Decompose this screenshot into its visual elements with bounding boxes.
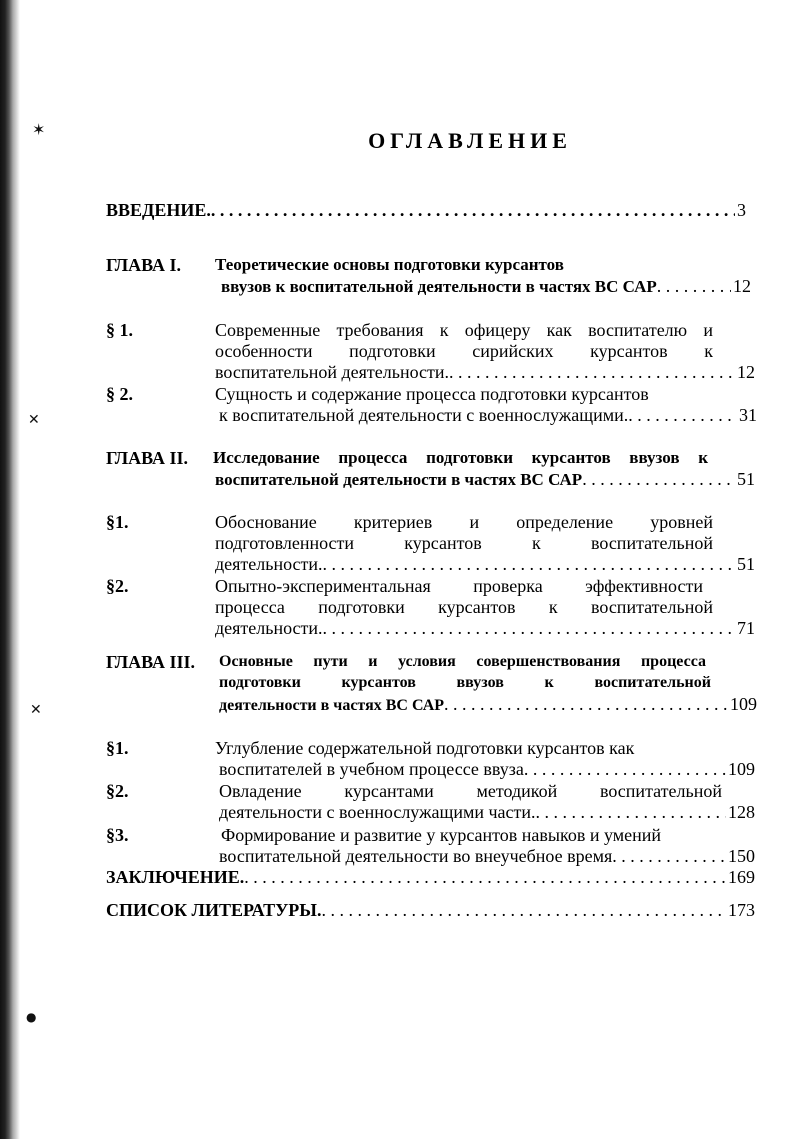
toc-entry-label: деятельности с военнослужащими части. — [219, 802, 536, 822]
scan-speck-mark: ● — [26, 1010, 37, 1024]
toc-section-title-last-line[interactable] — [219, 802, 755, 822]
toc-leader-dots — [323, 554, 735, 574]
toc-page-number: 173 — [728, 900, 755, 920]
toc-page-number: 12 — [733, 276, 751, 296]
toc-section-label: § 1. — [106, 320, 133, 340]
toc-section-title-line[interactable]: Опытно-экспериментальная проверка эффективности — [215, 576, 703, 596]
toc-entry-label: к воспитательной деятельности с военнослужащими. — [219, 405, 629, 425]
toc-entry-label: ЗАКЛЮЧЕНИЕ. — [106, 867, 245, 887]
toc-entry-label: воспитательной деятельности. — [215, 362, 450, 382]
toc-section-title-last-line[interactable] — [215, 618, 755, 638]
toc-leader-dots — [211, 200, 735, 220]
toc-page-number: 12 — [737, 362, 755, 382]
toc-chapter-label: ГЛАВА I. — [106, 255, 182, 275]
toc-leader-dots — [582, 469, 735, 489]
toc-chapter-label: ГЛАВА II. — [106, 448, 189, 468]
toc-section-title-line[interactable]: Формирование и развитие у курсантов навыков и умений — [221, 825, 661, 845]
toc-chapter-title-last-line[interactable] — [215, 469, 755, 490]
toc-section-title-line[interactable]: особенности подготовки сирийских курсантов к — [215, 341, 713, 361]
toc-entry-introduction[interactable] — [106, 200, 746, 220]
toc-entry-references[interactable] — [106, 900, 755, 920]
toc-page-number: 109 — [730, 694, 757, 714]
scan-speck-mark: ✕ — [30, 702, 42, 718]
toc-leader-dots — [657, 276, 731, 296]
toc-entry-label: деятельности. — [215, 554, 323, 574]
toc-section-title-line[interactable]: Сущность и содержание процесса подготовки курсантов — [215, 384, 649, 404]
toc-chapter-title-line[interactable]: Основные пути и условия совершенствования процесса — [219, 653, 706, 670]
toc-chapter-title-last-line[interactable] — [219, 694, 757, 716]
toc-page-number: 3 — [737, 200, 746, 220]
toc-section-label: §1. — [106, 738, 129, 758]
toc-leader-dots — [536, 802, 726, 822]
toc-section-title-last-line[interactable] — [219, 405, 757, 425]
toc-entry-label: воспитательной деятельности в частях ВС САР — [215, 470, 583, 489]
toc-section-title-line[interactable]: подготовленности курсантов к воспитательной — [215, 533, 713, 553]
toc-chapter-label: ГЛАВА III. — [106, 652, 196, 672]
toc-entry-label: воспитателей в учебном процессе ввуза — [219, 759, 524, 779]
toc-entry-label: СПИСОК ЛИТЕРАТУРЫ. — [106, 900, 322, 920]
scan-margin-shadow — [0, 0, 22, 1139]
toc-section-title-last-line[interactable] — [219, 846, 755, 866]
toc-page-number: 109 — [728, 759, 755, 779]
toc-page-number: 51 — [737, 554, 755, 574]
toc-chapter-title-line[interactable]: Теоретические основы подготовки курсантов — [215, 255, 564, 274]
toc-leader-dots — [612, 846, 726, 866]
toc-section-label: §3. — [106, 825, 129, 845]
toc-section-label: §1. — [106, 512, 129, 532]
toc-chapter-title-last-line[interactable] — [221, 276, 751, 297]
toc-page-number: 31 — [739, 405, 757, 425]
toc-section-title-line[interactable]: процесса подготовки курсантов к воспитательной — [215, 597, 713, 617]
toc-leader-dots — [321, 900, 726, 920]
toc-section-label: §2. — [106, 576, 129, 596]
toc-section-title-line[interactable]: Овладение курсантами методикой воспитательной — [219, 781, 722, 801]
toc-entry-label: деятельности в частях ВС САР — [219, 697, 445, 714]
toc-section-label: §2. — [106, 781, 129, 801]
toc-section-title-line[interactable]: Современные требования к офицеру как воспитателю и — [215, 320, 713, 340]
toc-leader-dots — [524, 759, 726, 779]
toc-page-number: 71 — [737, 618, 755, 638]
toc-page-number: 169 — [728, 867, 755, 887]
toc-section-title-line[interactable]: Углубление содержательной подготовки курсантов как — [215, 738, 635, 758]
toc-chapter-title-line[interactable]: Исследование процесса подготовки курсантов ввузов к — [213, 448, 708, 467]
toc-entry-label: ВВЕДЕНИЕ. — [106, 200, 211, 220]
toc-page-number: 128 — [728, 802, 755, 822]
toc-section-title-last-line[interactable] — [215, 362, 755, 382]
toc-chapter-title-line[interactable]: подготовки курсантов ввузов к воспитательной — [219, 674, 711, 691]
toc-entry-label: деятельности. — [215, 618, 323, 638]
toc-section-label: § 2. — [106, 384, 133, 404]
toc-leader-dots — [449, 362, 735, 382]
toc-page-number: 150 — [728, 846, 755, 866]
page-title: ОГЛАВЛЕНИЕ — [368, 128, 572, 153]
toc-leader-dots — [628, 405, 737, 425]
toc-leader-dots — [323, 618, 735, 638]
toc-section-title-line[interactable]: Обоснование критериев и определение уровней — [215, 512, 713, 532]
toc-leader-dots — [444, 694, 728, 714]
toc-section-title-last-line[interactable] — [219, 759, 755, 779]
toc-section-title-last-line[interactable] — [215, 554, 755, 574]
toc-entry-label: воспитательной деятельности во внеучебное время — [219, 846, 613, 866]
toc-entry-label: ввузов к воспитательной деятельности в частях ВС САР — [221, 277, 657, 296]
toc-page-number: 51 — [737, 469, 755, 489]
scan-speck-mark: ✶ — [32, 120, 46, 139]
scan-speck-mark: ✕ — [28, 412, 40, 428]
toc-leader-dots — [244, 867, 726, 887]
toc-entry-conclusion[interactable] — [106, 867, 755, 887]
